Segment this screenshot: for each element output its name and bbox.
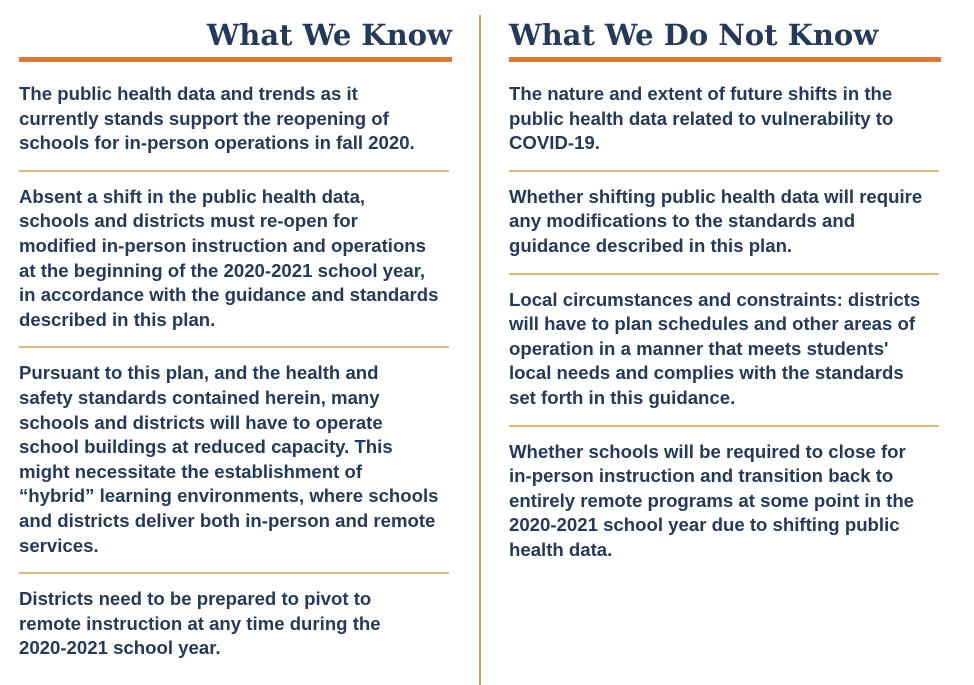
item-divider bbox=[19, 170, 449, 172]
unknown-item-1: The nature and extent of future shifts in the public health data related to vulnerability to COVID-19. bbox=[509, 83, 894, 154]
item-divider bbox=[509, 170, 939, 172]
item-divider bbox=[509, 273, 939, 275]
what-we-do-not-know-column bbox=[509, 0, 941, 577]
known-item-4: Districts need to be prepared to pivot to remote instruction at any time during the 2020-2021 school year. bbox=[19, 588, 381, 659]
item-divider bbox=[509, 425, 939, 427]
known-item-3: Pursuant to this plan, and the health and safety standards contained herein, many schools and districts will have to operate school buildings at reduced capacity. This might necessitate the establishment of “hybrid” learning environments, where schools and districts deliver both in-person and remote services. bbox=[19, 362, 439, 556]
what-we-know-column bbox=[19, 0, 452, 675]
heading-underline bbox=[509, 57, 941, 62]
unknown-item-2: Whether shifting public health data will require any modifications to the standards and guidance described in this plan. bbox=[509, 185, 923, 256]
item-divider bbox=[19, 572, 449, 574]
unknown-item-3: Local circumstances and constraints: districts will have to plan schedules and other areas of operation in a manner that meets students' local needs and complies with the standards set forth in this guidance. bbox=[509, 288, 921, 408]
what-we-know-heading: What We Know bbox=[206, 18, 452, 52]
what-we-do-not-know-heading: What We Do Not Know bbox=[509, 18, 879, 52]
known-item-1: The public health data and trends as it currently stands support the reopening of schools for in-person operations in fall 2020. bbox=[19, 83, 415, 154]
item-divider bbox=[19, 346, 449, 348]
unknown-item-4: Whether schools will be required to close for in-person instruction and transition back to entirely remote programs at some point in the 2020-2021 school year due to shifting public health data. bbox=[509, 440, 915, 560]
known-item-2: Absent a shift in the public health data, schools and districts must re-open for modified in-person instruction and operations at the beginning of the 2020-2021 school year, in accordance with the guidance and standards described in this plan. bbox=[19, 185, 439, 330]
column-divider bbox=[479, 15, 481, 685]
heading-underline bbox=[19, 57, 452, 62]
